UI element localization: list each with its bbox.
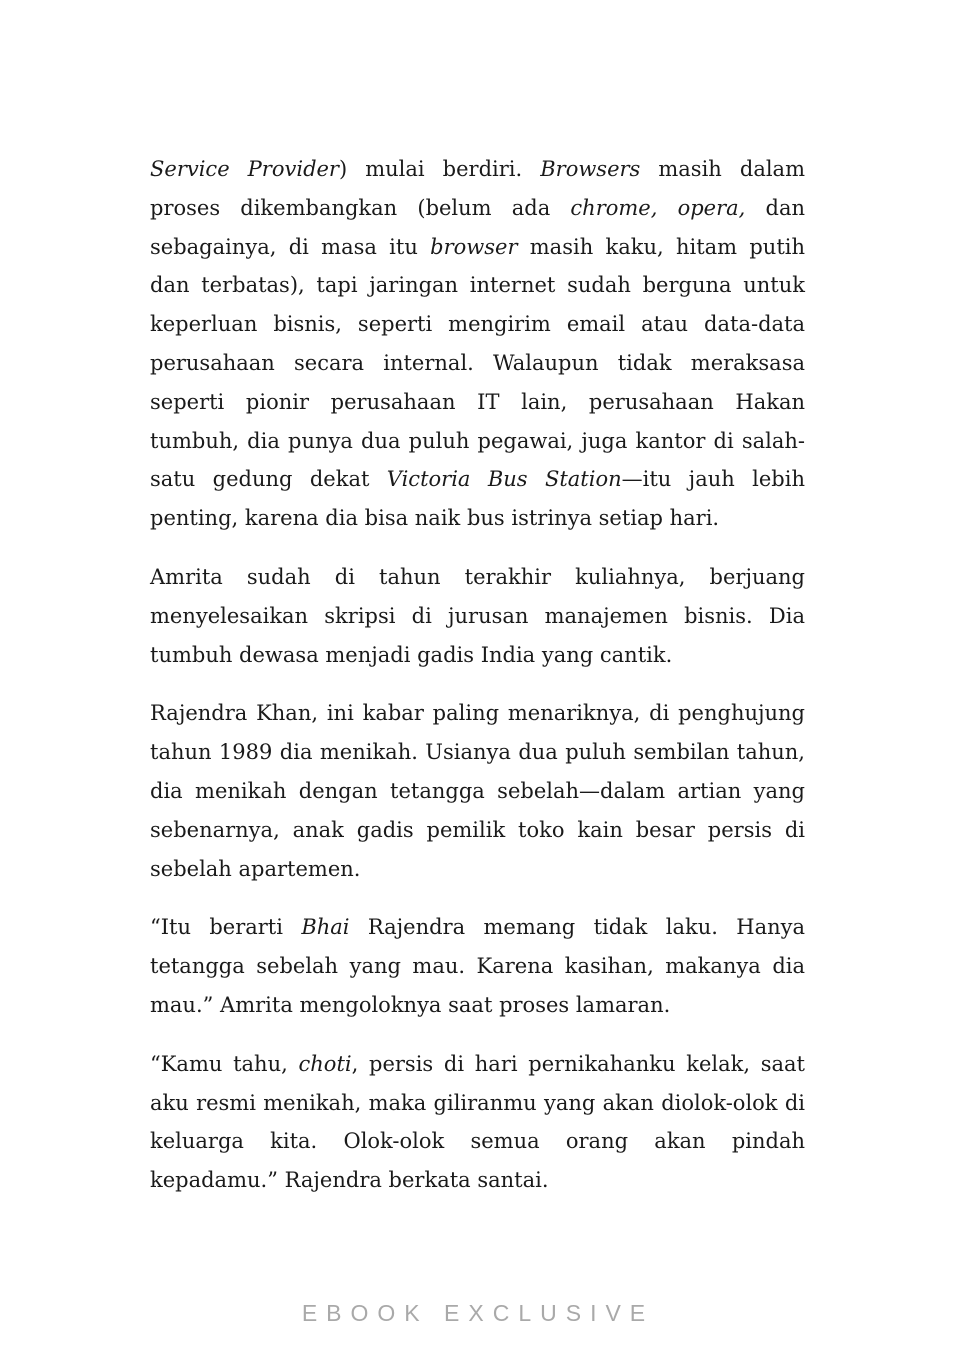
paragraph-5 xyxy=(150,1045,805,1200)
text-run: Bhai xyxy=(301,915,350,940)
text-run: chrome, opera, xyxy=(570,195,746,220)
text-run: Victoria Bus Station xyxy=(386,467,622,492)
text-run: Browsers xyxy=(540,157,641,181)
text-run: Service Provider xyxy=(150,157,339,181)
text-run: Rajendra Khan, ini kabar paling menariknya, di penghujung tahun 1989 dia menikah. Usianya dua puluh sembilan tahun, dia menikah dengan tetangga sebelah—dalam artian yang sebenarnya, anak gadis pemilik toko kain besar persis di sebelah apartemen. xyxy=(150,701,805,881)
paragraph-3 xyxy=(150,694,805,888)
text-run: “Kamu tahu, xyxy=(150,1051,299,1076)
footer-watermark: EBOOK EXCLUSIVE xyxy=(301,1300,655,1326)
paragraph-4 xyxy=(150,908,805,1024)
text-run: Rajendra memang tidak laku. Hanya tetangga sebelah yang mau. Karena kasihan, makanya dia mau.” Amrita mengoloknya saat proses lamaran. xyxy=(150,915,805,1017)
text-run: Amrita sudah di tahun terakhir kuliahnya, berjuang menyelesaikan skripsi di jurusan manajemen bisnis. Dia tumbuh dewasa menjadi gadis India yang cantik. xyxy=(150,564,805,667)
text-run: , persis di hari pernikahanku kelak, saat aku resmi menikah, maka giliranmu yang akan diolok-olok di keluarga kita. Olok-olok semua orang akan pindah kepadamu.” Rajendra berkata santai. xyxy=(150,1051,805,1193)
page-body xyxy=(150,150,805,1200)
text-run: —itu jauh lebih penting, karena dia bisa naik bus istrinya setiap hari. xyxy=(150,467,805,531)
text-run: “Itu berarti xyxy=(150,915,302,940)
paragraph-2 xyxy=(150,558,805,674)
text-run: choti xyxy=(298,1051,352,1076)
paragraph-1 xyxy=(150,150,805,538)
text-run: dan sebagainya, di masa itu xyxy=(150,195,805,259)
text-run: ) mulai berdiri. xyxy=(338,157,541,181)
text-run: browser xyxy=(430,234,518,259)
text-run: masih kaku, hitam putih dan terbatas), tapi jaringan internet sudah berguna untuk keperluan bisnis, seperti mengirim email atau data-data perusahaan secara internal. Walaupun tidak meraksasa seperti pionir perusahaan IT lain, perusahaan Hakan tumbuh, dia punya dua puluh pegawai, juga kantor di salah-satu gedung dekat xyxy=(150,234,805,492)
text-run: masih dalam proses dikembangkan (belum ada xyxy=(150,157,805,220)
